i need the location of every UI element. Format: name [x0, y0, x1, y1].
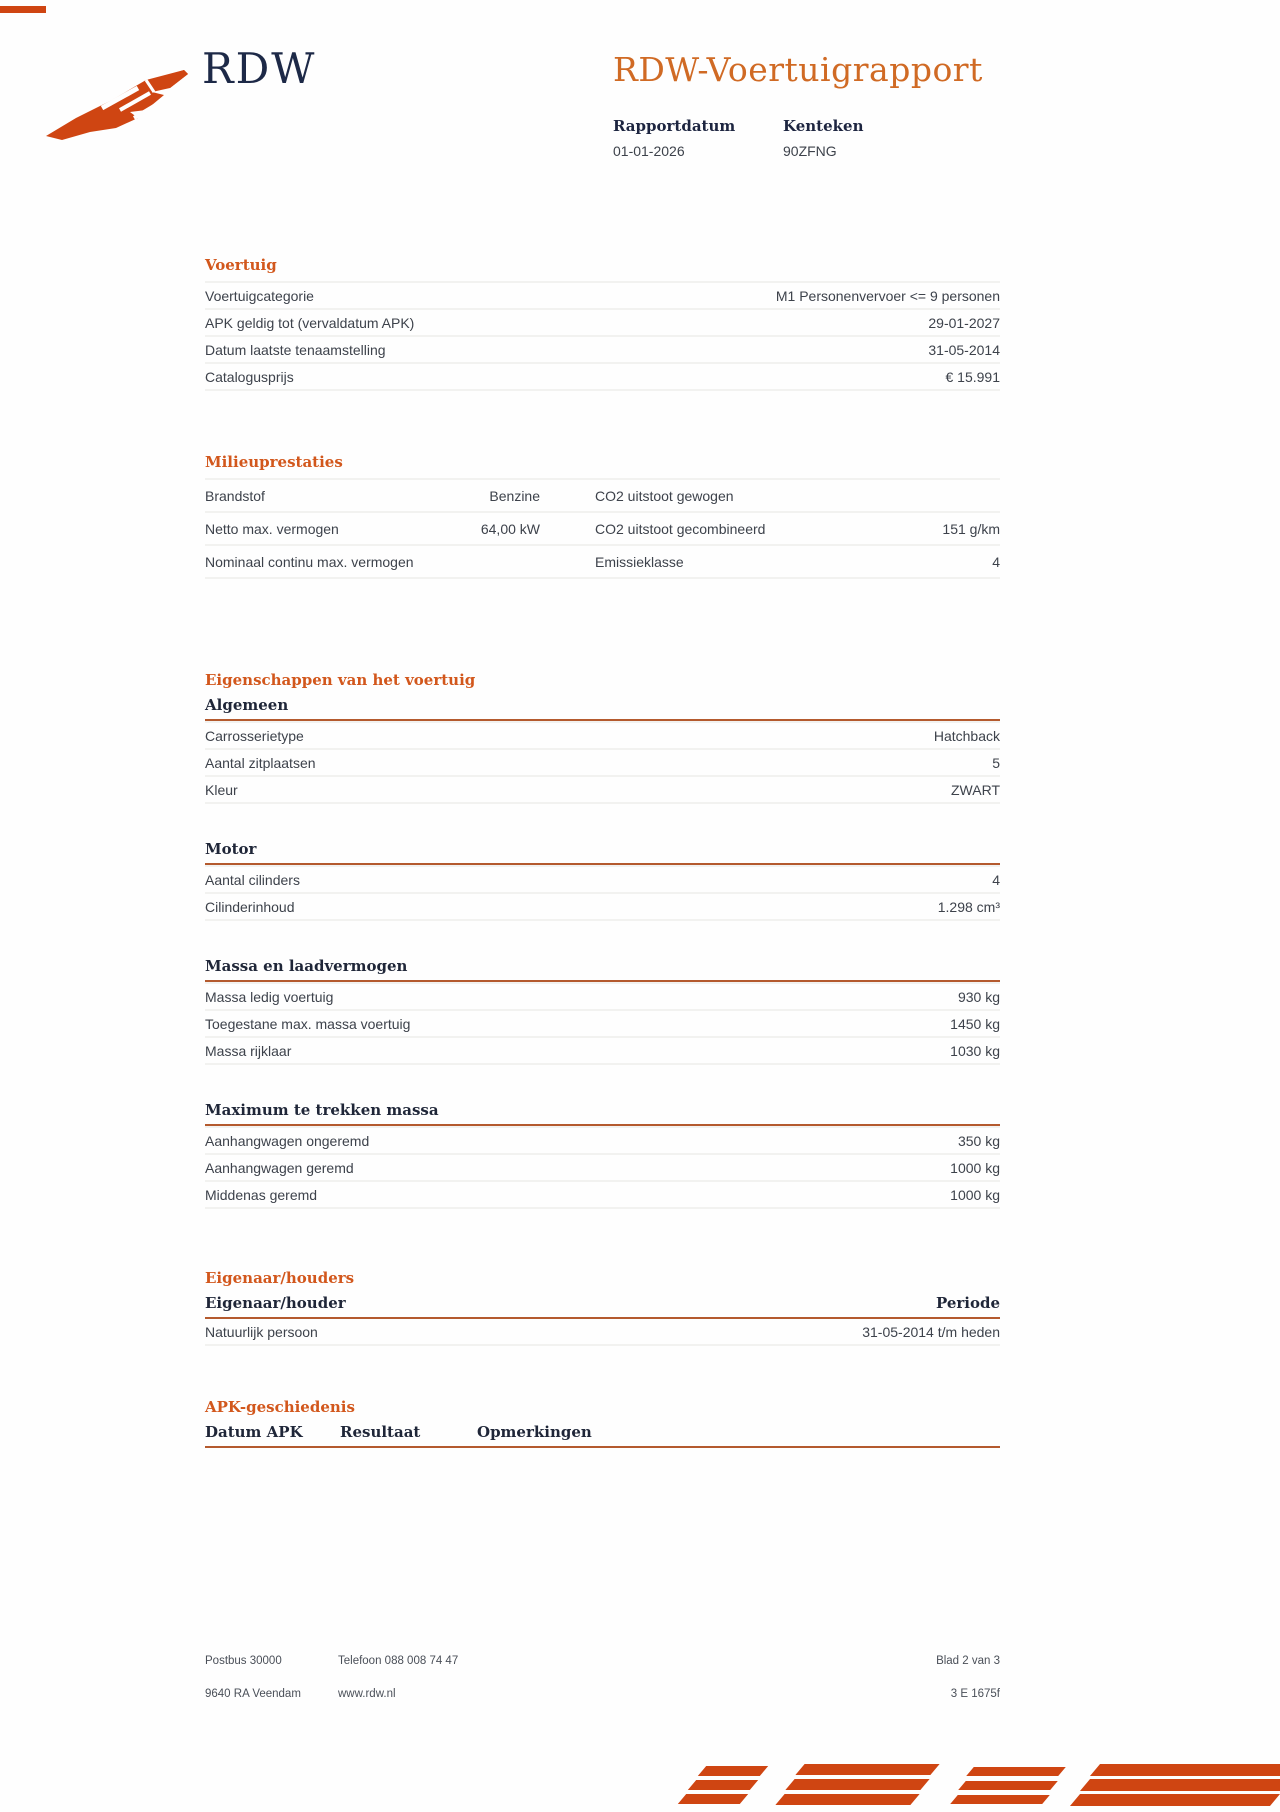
- page-title: RDW-Voertuigrapport: [613, 50, 983, 89]
- section-title-milieuprestaties: Milieuprestaties: [205, 453, 343, 471]
- subsection-algemeen: [205, 696, 1000, 804]
- rdw-wordmark: RDW: [202, 44, 317, 93]
- row-value: 5: [992, 755, 1000, 771]
- row-value: 350 kg: [957, 1133, 1000, 1149]
- row-label: Voertuigcategorie: [205, 288, 314, 304]
- row-label: Aanhangwagen geremd: [205, 1160, 354, 1176]
- section-eigenschappen: [205, 671, 1000, 1209]
- row-value: 1450 kg: [950, 1016, 1000, 1032]
- algemeen-rows: [205, 721, 1000, 804]
- row-label: Brandstof: [205, 488, 265, 504]
- row-value: 1000 kg: [950, 1160, 1000, 1176]
- row-value: € 15.991: [945, 369, 1000, 385]
- table-row: [205, 281, 1000, 308]
- section-apk-geschiedenis: [205, 1398, 1000, 1448]
- row-value: 31-05-2014: [928, 342, 1000, 358]
- footer-page-number: Blad 2 van 3: [936, 1655, 1000, 1667]
- row-label: CO2 uitstoot gecombineerd: [595, 521, 766, 537]
- row-value: 1030 kg: [950, 1043, 1000, 1059]
- row-label: Middenas geremd: [205, 1187, 318, 1203]
- owner-column-header: Eigenaar/houder: [205, 1294, 346, 1312]
- table-row: [205, 775, 1000, 802]
- row-value: 151 g/km: [942, 521, 1000, 537]
- table-row: [205, 511, 1000, 544]
- row-value: 29-01-2027: [928, 315, 1000, 331]
- row-value: 1000 kg: [950, 1187, 1000, 1203]
- license-plate-label: Kenteken: [783, 117, 864, 135]
- row-value: Hatchback: [933, 728, 1000, 744]
- row-left-pair: [205, 488, 595, 504]
- table-row: [205, 1153, 1000, 1180]
- row-label: Carrosserietype: [205, 728, 304, 744]
- section-title-eigenaar: Eigenaar/houders: [205, 1269, 355, 1287]
- table-row: [205, 335, 1000, 362]
- row-label: Aanhangwagen ongeremd: [205, 1133, 370, 1149]
- row-label: Kleur: [205, 782, 238, 798]
- subsection-massa-laadvermogen: [205, 957, 1000, 1065]
- table-row: [205, 1036, 1000, 1063]
- table-row: [205, 982, 1000, 1009]
- subsection-title-motor: Motor: [205, 840, 257, 858]
- subsection-rule: [205, 1446, 1000, 1448]
- table-row: [205, 721, 1000, 748]
- massa-rows: [205, 982, 1000, 1065]
- table-row: [205, 1319, 1000, 1344]
- row-value: 4: [992, 554, 1000, 570]
- subsection-title-algemeen: Algemeen: [205, 696, 289, 714]
- row-left-pair: [205, 554, 595, 570]
- row-label: Emissieklasse: [595, 554, 684, 570]
- section-milieuprestaties: [205, 453, 1000, 579]
- row-value: 31-05-2014 t/m heden: [862, 1324, 1000, 1340]
- subsection-motor: [205, 840, 1000, 921]
- subsection-trekken-massa: [205, 1101, 1000, 1209]
- table-row: [205, 544, 1000, 577]
- footer-line-1: [205, 1655, 1000, 1667]
- section-voertuig: [205, 0, 1000, 391]
- row-label: Aantal zitplaatsen: [205, 755, 316, 771]
- row-label: CO2 uitstoot gewogen: [595, 488, 734, 504]
- owner-table-header: [205, 1294, 1000, 1312]
- table-row: [205, 362, 1000, 389]
- row-right-pair: [595, 521, 1000, 537]
- rdw-stripes-graphic: [650, 1762, 1280, 1812]
- section-title-voertuig: Voertuig: [205, 256, 277, 274]
- table-row: [205, 865, 1000, 892]
- report-content: [205, 0, 1000, 1448]
- row-value: 1.298 cm³: [937, 899, 1000, 915]
- periode-column-header: Periode: [935, 1294, 1000, 1312]
- row-value: ZWART: [951, 782, 1000, 798]
- eigenaar-rows: [205, 1319, 1000, 1346]
- subsection-title-trekken-massa: Maximum te trekken massa: [205, 1101, 439, 1119]
- section-title-eigenschappen: Eigenschappen van het voertuig: [205, 671, 476, 689]
- license-plate-value: 90ZFNG: [783, 143, 837, 159]
- voertuig-rows: [205, 281, 1000, 391]
- row-left-pair: [205, 521, 595, 537]
- row-label: Natuurlijk persoon: [205, 1324, 318, 1340]
- section-title-apk: APK-geschiedenis: [205, 1398, 355, 1416]
- row-right-pair: [595, 488, 1000, 504]
- row-label: Toegestane max. massa voertuig: [205, 1016, 411, 1032]
- apk-column-resultaat: Resultaat: [340, 1423, 421, 1441]
- report-date-label: Rapportdatum: [613, 117, 736, 135]
- table-row: [205, 1009, 1000, 1036]
- page-footer: [205, 1655, 1000, 1721]
- footer-postbus: Postbus 30000: [205, 1655, 282, 1667]
- corner-print-mark: [0, 6, 46, 13]
- footer-city: 9640 RA Veendam: [205, 1688, 301, 1700]
- table-row: [205, 478, 1000, 511]
- row-right-pair: [595, 554, 1000, 570]
- table-row: [205, 1126, 1000, 1153]
- row-label: Cilinderinhoud: [205, 899, 295, 915]
- apk-column-datum: Datum APK: [205, 1423, 303, 1441]
- footer-phone: Telefoon 088 008 74 47: [338, 1655, 459, 1667]
- row-value: 930 kg: [957, 989, 1000, 1005]
- row-label: APK geldig tot (vervaldatum APK): [205, 315, 415, 331]
- row-label: Netto max. vermogen: [205, 521, 339, 537]
- subsection-title-massa: Massa en laadvermogen: [205, 957, 408, 975]
- row-label: Catalogusprijs: [205, 369, 294, 385]
- row-label: Aantal cilinders: [205, 872, 300, 888]
- apk-table-header: [205, 1423, 1000, 1441]
- row-label: Nominaal continu max. vermogen: [205, 554, 414, 570]
- rdw-logo-icon: [42, 62, 192, 144]
- footer-website: www.rdw.nl: [338, 1688, 396, 1700]
- report-date-value: 01-01-2026: [613, 143, 685, 159]
- row-label: Datum laatste tenaamstelling: [205, 342, 386, 358]
- table-row: [205, 308, 1000, 335]
- row-label: Massa rijklaar: [205, 1043, 292, 1059]
- table-row: [205, 748, 1000, 775]
- footer-doc-code: 3 E 1675f: [950, 1688, 1000, 1700]
- apk-column-opmerkingen: Opmerkingen: [477, 1423, 592, 1441]
- row-value: 64,00 kW: [480, 521, 540, 537]
- row-value: 4: [992, 872, 1000, 888]
- table-row: [205, 892, 1000, 919]
- section-eigenaar-houders: [205, 1269, 1000, 1346]
- footer-line-2: [205, 1688, 1000, 1700]
- milieu-rows: [205, 478, 1000, 579]
- row-value: M1 Personenvervoer <= 9 personen: [775, 288, 1000, 304]
- table-row: [205, 1180, 1000, 1207]
- trekken-massa-rows: [205, 1126, 1000, 1209]
- row-value: Benzine: [489, 488, 540, 504]
- row-label: Massa ledig voertuig: [205, 989, 334, 1005]
- motor-rows: [205, 865, 1000, 921]
